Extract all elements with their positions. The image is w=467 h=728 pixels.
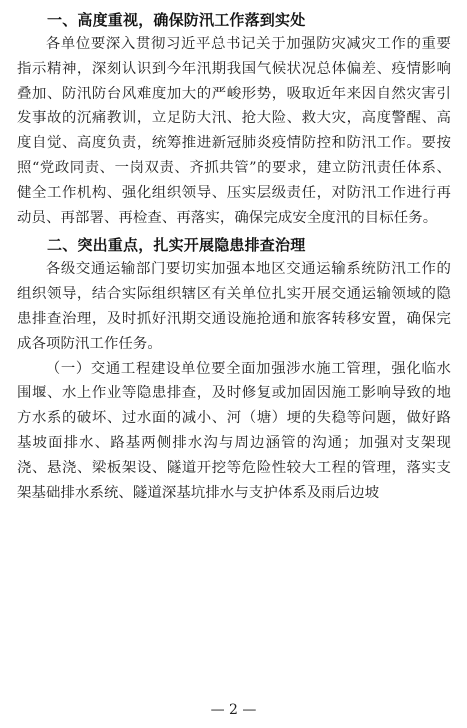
- paragraph-2: 各级交通运输部门要切实加强本地区交通运输系统防汛工作的组织领导，结合实际组织辖区有关单位扎实开展交通运输领域的隐患排查治理，及时抓好汛期交通设施抢通和旅客转移安置，确保完成各项防汛工作任务。: [17, 261, 451, 352]
- page-number: — 2 —: [210, 702, 257, 718]
- paragraph-3: （一）交通工程建设单位要全面加强涉水施工管理，强化临水围堰、水上作业等隐患排查，及时修复或加固因施工影响导致的地方水系的破坏、过水面的减小、河（塘）埂的失稳等问题，做好路基坡面排水、路基两侧排水沟与周边涵管的沟通；加强对支架现浇、悬浇、梁板架设、隧道开挖等危险性较大工程的管理，落实支架基础排水系统、隧道深基坑排水与支护体系及雨后边坡: [17, 360, 451, 501]
- paragraph-1: 各单位要深入贯彻习近平总书记关于加强防灾减灾工作的重要指示精神，深刻认识到今年汛期我国气候状况总体偏差、疫情影响叠加、防汛防台风难度加大的严峻形势，吸取近年来因自然灾害引发事故的沉痛教训，立足防大汛、抢大险、救大灾，高度警醒、高度自觉、高度负责，统筹推进新冠肺炎疫情防控和防汛工作。要按照“党政同责、一岗双责、齐抓共管”的要求，建立防汛责任体系、健全工作机构、强化组织领导、压实层级责任，对防汛工作进行再动员、再部署、再检查、再落实，确保完成安全度汛的目标任务。: [17, 36, 451, 226]
- section-heading-2: 二、突出重点，扎实开展隐患排查治理: [47, 236, 306, 255]
- section-heading-1: 一、高度重视，确保防汛工作落到实处: [47, 11, 306, 29]
